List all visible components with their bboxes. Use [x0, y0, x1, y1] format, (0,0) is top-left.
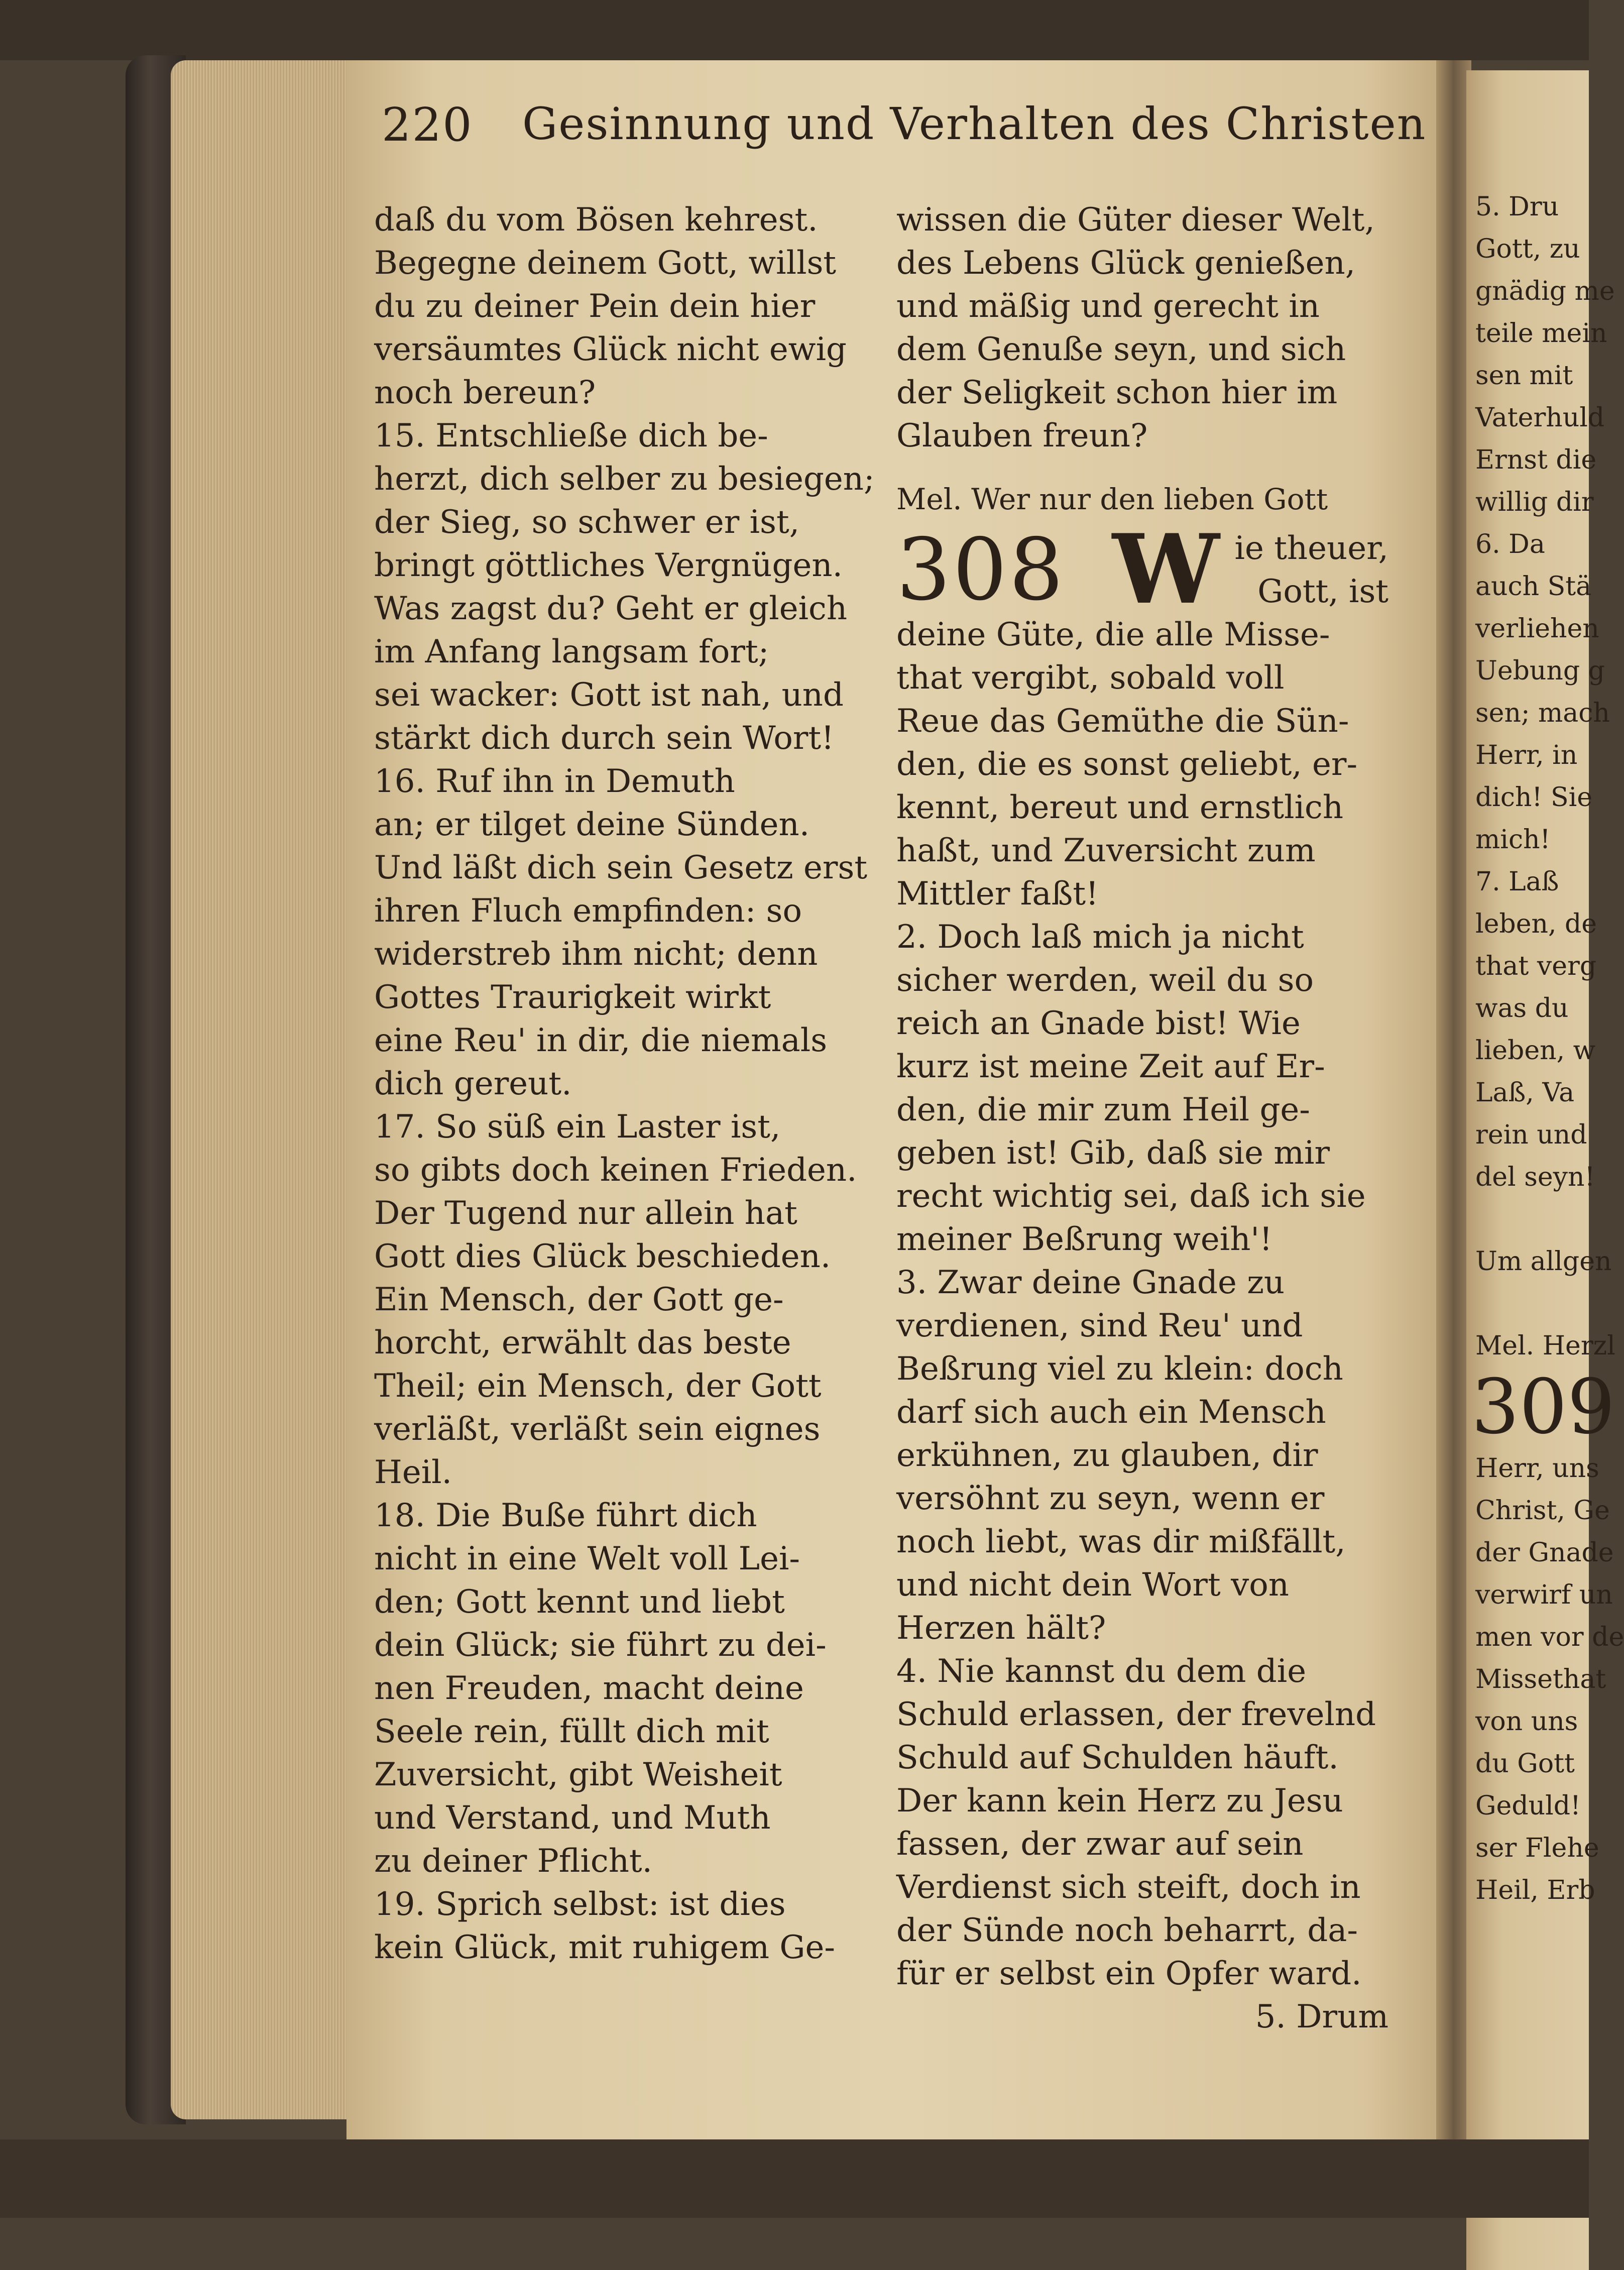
- text-line: [374, 501, 866, 544]
- facing-page-line: men vor de: [1475, 1622, 1624, 1652]
- facing-page-line: gnädig me: [1475, 276, 1615, 306]
- text-line: [896, 1779, 1388, 1823]
- text-line: [374, 1624, 866, 1667]
- text-line-content: erkühnen, zu glauben, dir: [896, 1437, 1318, 1474]
- right-text-column: [896, 198, 1388, 2038]
- text-line-content: so gibts doch keinen Frieden.: [374, 1152, 857, 1189]
- text-line-content: Glauben freun?: [896, 417, 1148, 455]
- drop-cap: W: [1112, 513, 1220, 625]
- facing-page-line: rein und: [1475, 1120, 1587, 1150]
- text-line-content: kurz ist meine Zeit auf Er-: [896, 1048, 1325, 1085]
- text-line-content: 16. Ruf ihn in Demuth: [374, 763, 735, 800]
- text-line: [374, 328, 866, 371]
- facing-page-line: sen; mach: [1475, 698, 1610, 728]
- text-line-content: den, die mir zum Heil ge-: [896, 1091, 1310, 1128]
- text-line-content: Herzen hält?: [896, 1610, 1106, 1647]
- facing-page-line: lieben, w: [1475, 1036, 1596, 1066]
- facing-page-line: 7. Laß: [1475, 867, 1559, 897]
- text-line: [374, 1840, 866, 1883]
- text-line-content: horcht, erwählt das beste: [374, 1324, 791, 1361]
- text-line-content: 19. Sprich selbst: ist dies: [374, 1886, 786, 1923]
- facing-page-line: teile mein: [1475, 318, 1607, 349]
- melody-line: Mel. Wer nur den lieben Gott: [896, 482, 1328, 516]
- text-line-content: bringt göttliches Vergnügen.: [374, 547, 843, 584]
- text-line-content: dich gereut.: [374, 1065, 572, 1102]
- text-line-content: Der kann kein Herz zu Jesu: [896, 1782, 1343, 1820]
- text-line-content: noch bereun?: [374, 374, 596, 411]
- text-line-content: sei wacker: Gott ist nah, und: [374, 676, 844, 714]
- text-line: [896, 371, 1388, 414]
- text-line-content: stärkt dich durch sein Wort!: [374, 720, 834, 757]
- text-line: [374, 846, 866, 889]
- text-line-content: haßt, und Zuversicht zum: [896, 832, 1316, 869]
- text-line: [374, 1537, 866, 1580]
- text-line: [896, 1347, 1388, 1391]
- text-line: [896, 1952, 1388, 1995]
- text-line-content: dem Genuße seyn, und sich: [896, 331, 1346, 368]
- text-line: [374, 458, 875, 501]
- text-line: [896, 1736, 1388, 1779]
- facing-page-line: Herr, in: [1475, 740, 1578, 770]
- text-line-content: herzt, dich selber zu besiegen;: [374, 461, 875, 498]
- text-line: [896, 1045, 1388, 1088]
- text-line: [896, 1434, 1388, 1477]
- text-line-content: Theil; ein Mensch, der Gott: [374, 1368, 822, 1405]
- text-line: [374, 1926, 866, 1969]
- text-line-content: fassen, der zwar auf sein: [896, 1826, 1304, 1863]
- text-line: [374, 1105, 866, 1149]
- text-line: [896, 1823, 1388, 1866]
- hymn-heading: [896, 513, 1388, 625]
- text-line: [374, 1451, 866, 1494]
- text-line-content: Begegne deinem Gott, willst: [374, 245, 837, 282]
- text-line-content: Verdienst sich steift, doch in: [896, 1869, 1361, 1906]
- text-line-content: 3. Zwar deine Gnade zu: [896, 1264, 1285, 1301]
- text-line-content: kennt, bereut und ernstlich: [896, 789, 1344, 826]
- text-line-content: 18. Die Buße führt dich: [374, 1497, 757, 1534]
- facing-page-fragment: [1466, 70, 1624, 2270]
- text-line-content: 2. Doch laß mich ja nicht: [896, 919, 1304, 956]
- text-line-content: 17. So süß ein Laster ist,: [374, 1108, 781, 1146]
- catchword: [896, 1995, 1388, 2038]
- text-line-content: Der Tugend nur allein hat: [374, 1195, 797, 1232]
- facing-page-line: Vaterhuld: [1475, 403, 1605, 433]
- text-line-content: verdienen, sind Reu' und: [896, 1307, 1303, 1344]
- text-line-content: für er selbst ein Opfer ward.: [896, 1955, 1362, 1992]
- facing-page-line: verwirf un: [1475, 1580, 1613, 1610]
- text-line-content: versäumtes Glück nicht ewig: [374, 331, 847, 368]
- text-line-content: 4. Nie kannst du dem die: [896, 1653, 1307, 1690]
- facing-page-line: Gott, zu: [1475, 234, 1580, 264]
- text-line-content: nicht in eine Welt voll Lei-: [374, 1540, 800, 1577]
- facing-page-line: Heil, Erb: [1475, 1875, 1595, 1905]
- facing-page-line: Herr, uns: [1475, 1453, 1599, 1484]
- facing-page-line: dich! Sie: [1475, 782, 1592, 813]
- text-line: [374, 1753, 866, 1796]
- text-line: [896, 916, 1388, 959]
- text-line: [896, 198, 1388, 242]
- text-line: [374, 544, 866, 587]
- text-line-content: der Sünde noch beharrt, da-: [896, 1912, 1358, 1949]
- text-line: [374, 889, 866, 933]
- text-line: [896, 656, 1388, 700]
- text-line: [896, 1002, 1388, 1045]
- text-line-content: Reue das Gemüthe die Sün-: [896, 703, 1349, 740]
- facing-page-line: du Gott: [1475, 1749, 1575, 1779]
- text-line-content: ihren Fluch empfinden: so: [374, 892, 802, 930]
- text-line-content: Und läßt dich sein Gesetz erst: [374, 849, 868, 886]
- text-line: [896, 1650, 1388, 1693]
- text-line: [896, 1563, 1388, 1607]
- text-line-content: und mäßig und gerecht in: [896, 288, 1320, 325]
- text-line-content: den; Gott kennt und liebt: [374, 1583, 785, 1621]
- text-line: [896, 242, 1388, 285]
- text-line: [896, 1218, 1388, 1261]
- facing-page-line: leben, de: [1475, 909, 1597, 939]
- facing-page-line: 5. Dru: [1475, 192, 1559, 222]
- text-line-content: des Lebens Glück genießen,: [896, 245, 1356, 282]
- text-line: [896, 1261, 1388, 1304]
- facing-page-line: von uns: [1475, 1707, 1578, 1737]
- text-line-content: darf sich auch ein Mensch: [896, 1394, 1326, 1431]
- text-line-content: verläßt, verläßt sein eignes: [374, 1411, 821, 1448]
- text-line: [896, 872, 1388, 916]
- text-line-content: widerstreb ihm nicht; denn: [374, 936, 818, 973]
- text-line: [896, 285, 1388, 328]
- facing-page-line: that verg: [1475, 951, 1597, 981]
- text-line: [896, 1391, 1388, 1434]
- text-line-content: zu deiner Pflicht.: [374, 1843, 652, 1880]
- text-line-content: wissen die Güter dieser Welt,: [896, 201, 1375, 239]
- text-line: [374, 717, 866, 760]
- facing-page-line: Laß, Va: [1475, 1078, 1575, 1108]
- text-line: [896, 1607, 1388, 1650]
- text-line: [374, 1365, 866, 1408]
- text-line: [374, 1494, 866, 1537]
- facing-page-line: 309: [1471, 1364, 1615, 1451]
- text-line: [896, 1304, 1388, 1347]
- text-line-content: der Seligkeit schon hier im: [896, 374, 1338, 411]
- text-line-content: der Sieg, so schwer er ist,: [374, 504, 800, 541]
- text-line: [374, 976, 866, 1019]
- facing-page-line: Mel. Herzl: [1475, 1331, 1615, 1361]
- hymn-verses: [896, 613, 1388, 1995]
- text-line: [896, 786, 1388, 829]
- text-line-content: du zu deiner Pein dein hier: [374, 288, 816, 325]
- facing-page-line: Geduld!: [1475, 1791, 1581, 1821]
- running-title: Gesinnung und Verhalten des Christen: [522, 98, 1427, 150]
- text-line-content: Heil.: [374, 1454, 452, 1491]
- text-line: [374, 1192, 866, 1235]
- text-line-content: Ein Mensch, der Gott ge-: [374, 1281, 784, 1318]
- facing-page-line: [1466, 1198, 1589, 1240]
- text-line-content: im Anfang langsam fort;: [374, 633, 769, 670]
- text-line: [374, 630, 866, 673]
- text-line-content: eine Reu' in dir, die niemals: [374, 1022, 828, 1059]
- text-line: [896, 700, 1388, 743]
- text-line-content: that vergibt, sobald voll: [896, 659, 1285, 697]
- text-line-content: an; er tilget deine Sünden.: [374, 806, 810, 843]
- text-line: [896, 1477, 1388, 1520]
- facing-page-line: Ernst die: [1475, 445, 1597, 475]
- hymn-second-line: Gott, ist: [1257, 573, 1388, 610]
- text-line: [374, 1796, 866, 1840]
- text-line-content: meiner Beßrung weih'!: [896, 1221, 1272, 1258]
- text-line-content: sicher werden, weil du so: [896, 962, 1314, 999]
- text-line: [374, 587, 866, 630]
- text-line: [896, 414, 1388, 458]
- spacer: [896, 458, 1388, 472]
- facing-page-line: der Gnade: [1475, 1538, 1614, 1568]
- facing-page-line: Christ, Ge: [1475, 1496, 1610, 1526]
- page-header: [382, 98, 1427, 153]
- text-line-content: den, die es sonst geliebt, er-: [896, 746, 1358, 783]
- facing-page-line: Missethat: [1475, 1664, 1606, 1694]
- text-line-content: Gottes Traurigkeit wirkt: [374, 979, 771, 1016]
- text-line: [896, 959, 1388, 1002]
- page-number: 220: [382, 98, 473, 152]
- text-line: [374, 371, 866, 414]
- text-line-content: Gott dies Glück beschieden.: [374, 1238, 831, 1275]
- text-line-content: Was zagst du? Geht er gleich: [374, 590, 848, 627]
- text-line: [374, 1408, 866, 1451]
- text-line: [374, 1883, 866, 1926]
- text-line: [896, 1909, 1388, 1952]
- facing-page-line: del seyn!: [1475, 1162, 1595, 1192]
- text-line: [374, 242, 866, 285]
- text-line: [896, 1175, 1388, 1218]
- text-line-content: noch liebt, was dir mißfällt,: [896, 1523, 1346, 1560]
- text-line: [374, 1149, 866, 1192]
- text-line: [374, 1235, 866, 1278]
- text-line-content: und Verstand, und Muth: [374, 1799, 771, 1837]
- left-text-column: [374, 198, 875, 1969]
- text-line-content: Schuld erlassen, der frevelnd: [896, 1696, 1376, 1733]
- text-line: [896, 1131, 1388, 1175]
- page-edges: [171, 60, 352, 2119]
- text-line: [896, 743, 1388, 786]
- facing-page-line: 6. Da: [1475, 529, 1545, 559]
- facing-page-line: auch Stä: [1475, 572, 1592, 602]
- text-line: [374, 933, 866, 976]
- text-line-content: recht wichtig sei, daß ich sie: [896, 1178, 1366, 1215]
- book-cover-edge: [0, 0, 1589, 60]
- text-line-content: geben ist! Gib, daß sie mir: [896, 1134, 1330, 1172]
- text-line: [374, 414, 866, 458]
- text-line: [374, 1580, 866, 1624]
- text-line: [896, 1866, 1388, 1909]
- text-line: [896, 829, 1388, 872]
- hymn-first-line: ie theuer,: [1234, 530, 1388, 567]
- text-line: [374, 1710, 866, 1753]
- text-line: [374, 1019, 866, 1062]
- text-line: [896, 1693, 1388, 1736]
- text-line-content: Zuversicht, gibt Weisheit: [374, 1756, 782, 1793]
- book-cover-bottom: [0, 2139, 1589, 2218]
- text-line: [374, 285, 866, 328]
- facing-page-line: sen mit: [1475, 361, 1573, 391]
- text-line: [374, 198, 866, 242]
- facing-page-line: was du: [1475, 993, 1569, 1024]
- facing-page-line: willig dir: [1475, 487, 1594, 517]
- text-line-content: nen Freuden, macht deine: [374, 1670, 804, 1707]
- text-line: [374, 760, 866, 803]
- text-line-content: Mittler faßt!: [896, 875, 1099, 913]
- text-line: [896, 1088, 1388, 1131]
- facing-page-line: Um allgen: [1475, 1246, 1612, 1277]
- text-line-content: dein Glück; sie führt zu dei-: [374, 1627, 827, 1664]
- facing-page-line: Uebung g: [1475, 656, 1605, 686]
- text-line: [896, 328, 1388, 371]
- text-line: [896, 1520, 1388, 1563]
- text-line-content: reich an Gnade bist! Wie: [896, 1005, 1301, 1042]
- text-line-content: und nicht dein Wort von: [896, 1566, 1289, 1604]
- text-line: [374, 803, 866, 846]
- facing-page-line: mich!: [1475, 825, 1551, 855]
- text-line: [374, 1062, 866, 1105]
- text-line-content: kein Glück, mit ruhigem Ge-: [374, 1929, 836, 1966]
- text-line-content: Seele rein, füllt dich mit: [374, 1713, 769, 1750]
- hymn-number: 308: [896, 520, 1066, 620]
- text-line: [374, 1321, 866, 1365]
- facing-page-line: [1466, 1283, 1589, 1325]
- text-line-content: daß du vom Bösen kehrest.: [374, 201, 818, 239]
- text-line: [374, 1667, 866, 1710]
- text-line: [374, 673, 866, 717]
- right-column-top-text: [896, 198, 1388, 458]
- text-line: [374, 1278, 866, 1321]
- facing-page-line: verliehen: [1475, 614, 1599, 644]
- text-line-content: 15. Entschließe dich be-: [374, 417, 768, 455]
- text-line-content: deine Güte, die alle Misse-: [896, 616, 1330, 653]
- text-line-content: Beßrung viel zu klein: doch: [896, 1350, 1343, 1388]
- catchword-text: 5. Drum: [1255, 1998, 1388, 2035]
- text-line-content: versöhnt zu seyn, wenn er: [896, 1480, 1325, 1517]
- text-line-content: Schuld auf Schulden häuft.: [896, 1739, 1339, 1776]
- facing-page-line: ser Flehe: [1475, 1833, 1599, 1863]
